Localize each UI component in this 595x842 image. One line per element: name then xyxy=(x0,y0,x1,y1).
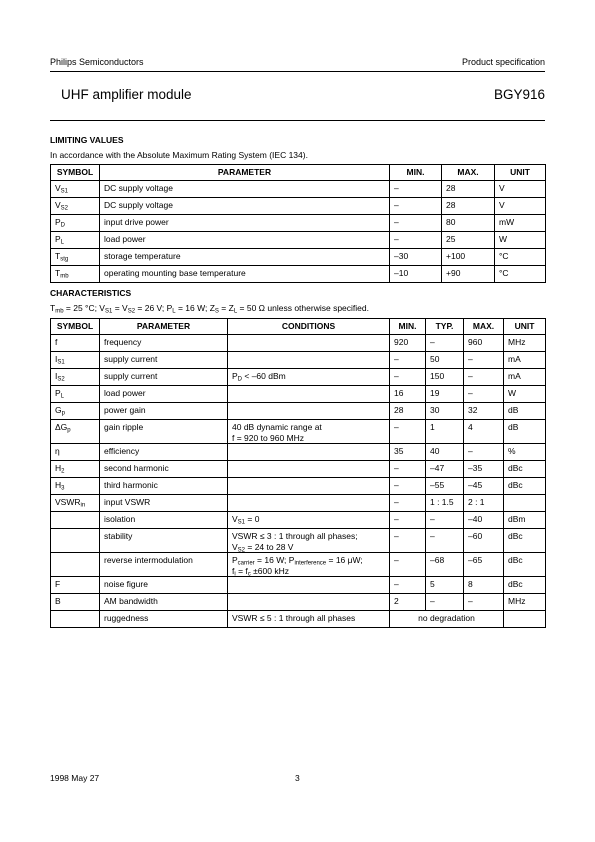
max-cell: 960 xyxy=(464,335,504,352)
min-cell: 920 xyxy=(390,335,426,352)
min-cell: – xyxy=(390,215,442,232)
limiting-values-table xyxy=(50,164,546,283)
unit-cell: dBc xyxy=(504,553,546,577)
symbol-cell: $P_D$ xyxy=(51,215,100,232)
symbol-cell: $V_{S2}$ xyxy=(51,198,100,215)
unit-cell: W xyxy=(504,386,546,403)
max-cell: 28 xyxy=(442,181,495,198)
min-cell: – xyxy=(390,529,426,553)
symbol-cell: $VSWR_{in}$ xyxy=(51,495,100,512)
min-cell: – xyxy=(390,369,426,386)
typ-cell: 5 xyxy=(426,577,464,594)
typ-cell: 1 : 1.5 xyxy=(426,495,464,512)
header-rule-top xyxy=(50,71,545,72)
typ-cell: – xyxy=(426,594,464,611)
parameter-cell: second harmonic xyxy=(100,461,228,478)
table-row xyxy=(51,215,546,232)
document-title: UHF amplifier module xyxy=(61,87,192,102)
max-cell: +100 xyxy=(442,249,495,266)
document-type: Product specification xyxy=(461,57,545,67)
column-header: MIN. xyxy=(390,165,442,181)
symbol-cell: $I_{S1}$ xyxy=(51,352,100,369)
min-cell: –30 xyxy=(390,249,442,266)
header-rule-bottom xyxy=(50,120,545,121)
conditions-cell xyxy=(228,386,390,403)
max-cell: – xyxy=(464,444,504,461)
unit-cell: MHz xyxy=(504,594,546,611)
symbol-cell: $T_{stg}$ xyxy=(51,249,100,266)
min-cell: – xyxy=(390,553,426,577)
typ-cell: –55 xyxy=(426,478,464,495)
max-cell: 4 xyxy=(464,420,504,444)
unit-cell: % xyxy=(504,444,546,461)
parameter-cell: isolation xyxy=(100,512,228,529)
unit-cell: °C xyxy=(495,266,546,283)
unit-cell: dB xyxy=(504,420,546,444)
characteristics-intro: $T_{mb} = 25$ °C; $V_{S1} = V_{S2} = 26$ V; $P_L = 16$ W; $Z_S = Z_L = 50$ Ω unless otherwise specified. xyxy=(50,303,369,315)
symbol-cell: $P_L$ xyxy=(51,386,100,403)
parameter-cell: load power xyxy=(100,232,390,249)
min-cell: – xyxy=(390,352,426,369)
max-cell: –35 xyxy=(464,461,504,478)
parameter-cell: input VSWR xyxy=(100,495,228,512)
parameter-cell: supply current xyxy=(100,352,228,369)
unit-cell: mW xyxy=(495,215,546,232)
conditions-cell: VSWR ≤ 5 : 1 through all phases xyxy=(228,611,390,628)
table-row xyxy=(51,266,546,283)
column-header: MAX. xyxy=(442,165,495,181)
conditions-cell: 40 dB dynamic range at f = 920 to 960 MHz xyxy=(228,420,390,444)
conditions-cell xyxy=(228,577,390,594)
parameter-cell: AM bandwidth xyxy=(100,594,228,611)
parameter-cell: frequency xyxy=(100,335,228,352)
symbol-cell: $\Delta G_p$ xyxy=(51,420,100,444)
min-cell: 2 xyxy=(390,594,426,611)
conditions-cell xyxy=(228,444,390,461)
max-cell: 8 xyxy=(464,577,504,594)
min-cell: – xyxy=(390,181,442,198)
table-row xyxy=(51,420,546,444)
column-header: CONDITIONS xyxy=(228,319,390,335)
typ-cell: 1 xyxy=(426,420,464,444)
parameter-cell: power gain xyxy=(100,403,228,420)
unit-cell: dBc xyxy=(504,478,546,495)
max-cell: –40 xyxy=(464,512,504,529)
parameter-cell: DC supply voltage xyxy=(100,198,390,215)
column-header: UNIT xyxy=(495,165,546,181)
characteristics-heading: CHARACTERISTICS xyxy=(50,288,132,298)
symbol-cell: $P_L$ xyxy=(51,232,100,249)
parameter-cell: stability xyxy=(100,529,228,553)
unit-cell xyxy=(504,611,546,628)
conditions-cell xyxy=(228,495,390,512)
parameter-cell: DC supply voltage xyxy=(100,181,390,198)
conditions-cell xyxy=(228,478,390,495)
symbol-cell xyxy=(51,529,100,553)
unit-cell: dBc xyxy=(504,461,546,478)
symbol-cell: $H_2$ xyxy=(51,461,100,478)
max-cell: 2 : 1 xyxy=(464,495,504,512)
table-row xyxy=(51,249,546,266)
symbol-cell: $I_{S2}$ xyxy=(51,369,100,386)
unit-cell: V xyxy=(495,198,546,215)
min-cell: – xyxy=(390,512,426,529)
unit-cell: dBc xyxy=(504,529,546,553)
table-row xyxy=(51,529,546,553)
max-cell: –60 xyxy=(464,529,504,553)
column-header: PARAMETER xyxy=(100,165,390,181)
column-header: UNIT xyxy=(504,319,546,335)
parameter-cell: noise figure xyxy=(100,577,228,594)
typ-cell: – xyxy=(426,512,464,529)
min-cell: 28 xyxy=(390,403,426,420)
parameter-cell: load power xyxy=(100,386,228,403)
table-row xyxy=(51,577,546,594)
min-cell: –10 xyxy=(390,266,442,283)
symbol-cell xyxy=(51,611,100,628)
symbol-cell xyxy=(51,512,100,529)
column-header: MAX. xyxy=(464,319,504,335)
table-row xyxy=(51,232,546,249)
typ-cell: 19 xyxy=(426,386,464,403)
parameter-cell: efficiency xyxy=(100,444,228,461)
part-number: BGY916 xyxy=(493,87,545,102)
table-row xyxy=(51,335,546,352)
unit-cell: dBm xyxy=(504,512,546,529)
table-row xyxy=(51,181,546,198)
conditions-cell xyxy=(228,352,390,369)
max-cell: – xyxy=(464,386,504,403)
symbol-cell: $G_p$ xyxy=(51,403,100,420)
max-cell: – xyxy=(464,352,504,369)
max-cell: +90 xyxy=(442,266,495,283)
parameter-cell: third harmonic xyxy=(100,478,228,495)
min-cell: – xyxy=(390,461,426,478)
symbol-cell: $T_{mb}$ xyxy=(51,266,100,283)
company-name: Philips Semiconductors xyxy=(50,57,144,67)
parameter-cell: supply current xyxy=(100,369,228,386)
typ-cell: –47 xyxy=(426,461,464,478)
max-cell: –65 xyxy=(464,553,504,577)
footer-date: 1998 May 27 xyxy=(50,773,100,783)
typ-cell: 40 xyxy=(426,444,464,461)
unit-cell: mA xyxy=(504,352,546,369)
conditions-cell: $P_D < -60$ dBm xyxy=(228,369,390,386)
unit-cell xyxy=(504,495,546,512)
conditions-cell xyxy=(228,335,390,352)
limiting-values-intro: In accordance with the Absolute Maximum Rating System (IEC 134). xyxy=(50,150,308,160)
limiting-values-heading: LIMITING VALUES xyxy=(50,135,124,145)
table-row xyxy=(51,594,546,611)
unit-cell: dBc xyxy=(504,577,546,594)
table-row xyxy=(51,444,546,461)
symbol-cell: $V_{S1}$ xyxy=(51,181,100,198)
unit-cell: dB xyxy=(504,403,546,420)
unit-cell: °C xyxy=(495,249,546,266)
max-cell: – xyxy=(464,369,504,386)
parameter-cell: storage temperature xyxy=(100,249,390,266)
table-row xyxy=(51,512,546,529)
symbol-cell xyxy=(51,553,100,577)
parameter-cell: ruggedness xyxy=(100,611,228,628)
table-row xyxy=(51,198,546,215)
column-header: PARAMETER xyxy=(100,319,228,335)
typ-cell: – xyxy=(426,529,464,553)
table-row xyxy=(51,611,546,628)
parameter-cell: input drive power xyxy=(100,215,390,232)
conditions-cell: $V_{S1} = 0$ xyxy=(228,512,390,529)
typ-cell: – xyxy=(426,335,464,352)
symbol-cell: B xyxy=(51,594,100,611)
table-row xyxy=(51,352,546,369)
symbol-cell: $H_3$ xyxy=(51,478,100,495)
symbol-cell: F xyxy=(51,577,100,594)
min-cell: – xyxy=(390,232,442,249)
conditions-cell: VSWR ≤ 3 : 1 through all phases; $V_{S2} = 24$ to 28 V xyxy=(228,529,390,553)
typ-cell: 150 xyxy=(426,369,464,386)
max-cell: 28 xyxy=(442,198,495,215)
conditions-cell: $P_{carrier} = 16$ W; $P_{interference} = 16$ μW; $f_i = f_c \pm 600$ kHz xyxy=(228,553,390,577)
conditions-cell xyxy=(228,403,390,420)
conditions-cell xyxy=(228,594,390,611)
table-row xyxy=(51,553,546,577)
characteristics-table xyxy=(50,318,546,628)
parameter-cell: operating mounting base temperature xyxy=(100,266,390,283)
table-row xyxy=(51,369,546,386)
unit-cell: V xyxy=(495,181,546,198)
min-cell: – xyxy=(390,577,426,594)
typ-cell: –68 xyxy=(426,553,464,577)
column-header: TYP. xyxy=(426,319,464,335)
symbol-cell: f xyxy=(51,335,100,352)
unit-cell: MHz xyxy=(504,335,546,352)
parameter-cell: reverse intermodulation xyxy=(100,553,228,577)
table-row xyxy=(51,478,546,495)
column-header: SYMBOL xyxy=(51,165,100,181)
parameter-cell: gain ripple xyxy=(100,420,228,444)
column-header: MIN. xyxy=(390,319,426,335)
max-cell: 80 xyxy=(442,215,495,232)
min-cell: – xyxy=(390,495,426,512)
typ-cell: no degradation xyxy=(390,611,504,628)
unit-cell: mA xyxy=(504,369,546,386)
min-cell: 35 xyxy=(390,444,426,461)
typ-cell: 50 xyxy=(426,352,464,369)
min-cell: 16 xyxy=(390,386,426,403)
max-cell: – xyxy=(464,594,504,611)
conditions-cell xyxy=(228,461,390,478)
unit-cell: W xyxy=(495,232,546,249)
min-cell: – xyxy=(390,478,426,495)
page-number: 3 xyxy=(295,773,300,783)
max-cell: 32 xyxy=(464,403,504,420)
min-cell: – xyxy=(390,198,442,215)
max-cell: 25 xyxy=(442,232,495,249)
min-cell: – xyxy=(390,420,426,444)
max-cell: –45 xyxy=(464,478,504,495)
table-row xyxy=(51,403,546,420)
typ-cell: 30 xyxy=(426,403,464,420)
table-row xyxy=(51,495,546,512)
table-row xyxy=(51,461,546,478)
symbol-cell: η xyxy=(51,444,100,461)
column-header: SYMBOL xyxy=(51,319,100,335)
table-row xyxy=(51,386,546,403)
